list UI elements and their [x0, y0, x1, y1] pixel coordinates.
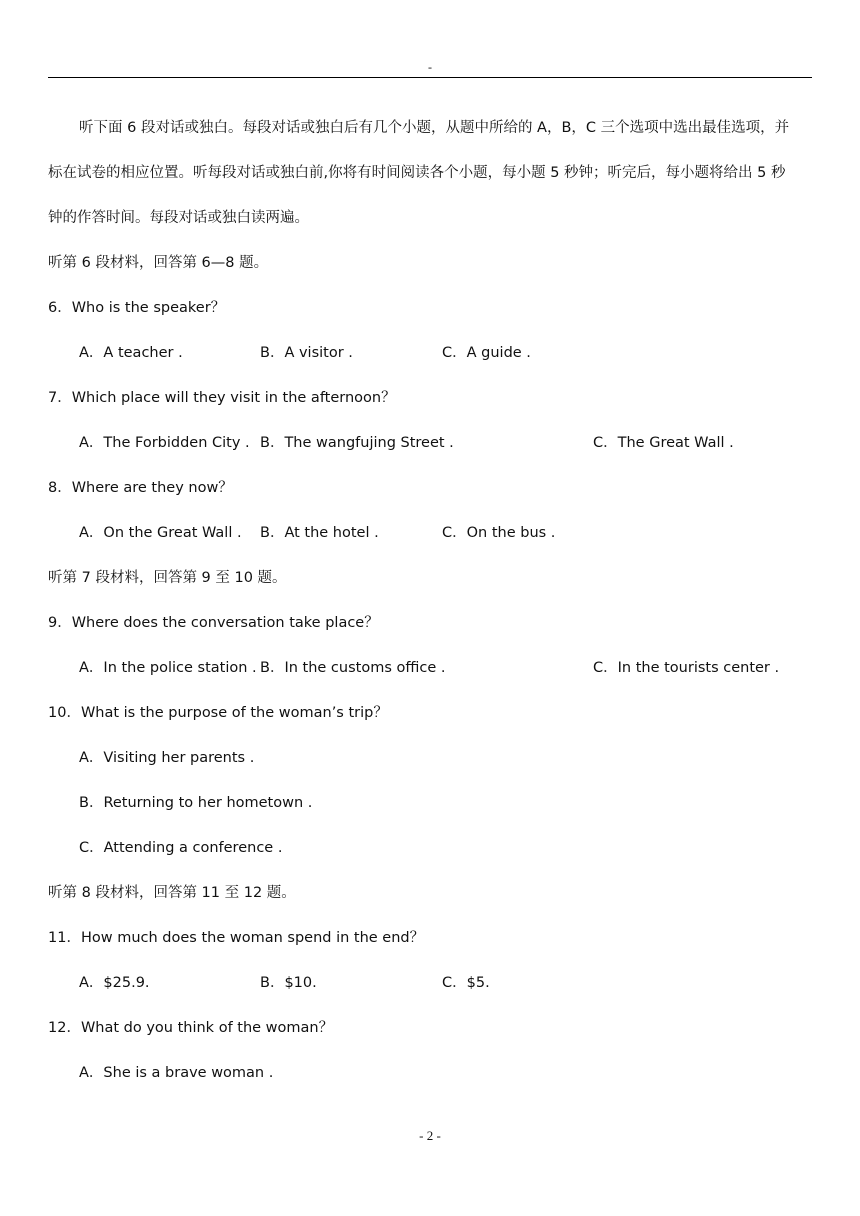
q7-option-c: C．The Great Wall . — [593, 435, 734, 451]
q6-option-c: C．A guide . — [442, 345, 531, 361]
q6-option-b: B．A visitor . — [260, 345, 353, 361]
q6-option-a: A．A teacher . — [79, 345, 183, 361]
question-9: 9．Where does the conversation take place？ — [48, 615, 379, 631]
instructions-line-2: 标在试卷的相应位置。听每段对话或独白前,你将有时间阅读各个小题，每小题 5 秒钟；听完后，每小题将给出 5 秒 — [48, 165, 786, 181]
header-rule — [48, 77, 812, 78]
q9-option-a: A．In the police station . — [79, 660, 257, 676]
q10-option-a: A．Visiting her parents . — [79, 750, 255, 766]
question-11: 11．How much does the woman spend in the end？ — [48, 930, 425, 946]
q11-option-b: B．$10. — [260, 975, 317, 991]
section-heading-8: 听第 8 段材料，回答第 11 至 12 题。 — [48, 885, 296, 901]
instructions-line-1: 听下面 6 段对话或独白。每段对话或独白后有几个小题，从题中所给的 A，B，C 三个选项中选出最佳选项，并 — [79, 120, 790, 136]
instructions-line-3: 钟的作答时间。每段对话或独白读两遍。 — [48, 210, 309, 226]
q8-option-b: B．At the hotel . — [260, 525, 379, 541]
q10-option-b: B．Returning to her hometown . — [79, 795, 313, 811]
header-mark: - — [428, 60, 432, 74]
question-7: 7．Which place will they visit in the afternoon？ — [48, 390, 396, 406]
page-number: - 2 - — [419, 1128, 441, 1143]
q12-option-a: A．She is a brave woman . — [79, 1065, 274, 1081]
q8-option-c: C．On the bus . — [442, 525, 556, 541]
q7-option-a: A．The Forbidden City . — [79, 435, 250, 451]
question-6: 6．Who is the speaker？ — [48, 300, 226, 316]
q9-option-c: C．In the tourists center . — [593, 660, 780, 676]
question-10: 10．What is the purpose of the woman’s trip？ — [48, 705, 388, 721]
q10-option-c: C．Attending a conference . — [79, 840, 283, 856]
question-8: 8．Where are they now？ — [48, 480, 233, 496]
q7-option-b: B．The wangfujing Street . — [260, 435, 454, 451]
q11-option-a: A．$25.9. — [79, 975, 150, 991]
section-heading-7: 听第 7 段材料，回答第 9 至 10 题。 — [48, 570, 287, 586]
section-heading-6: 听第 6 段材料，回答第 6—8 题。 — [48, 255, 269, 271]
q8-option-a: A．On the Great Wall . — [79, 525, 242, 541]
q9-option-b: B．In the customs office . — [260, 660, 446, 676]
q11-option-c: C．$5. — [442, 975, 490, 991]
question-12: 12．What do you think of the woman？ — [48, 1020, 334, 1036]
